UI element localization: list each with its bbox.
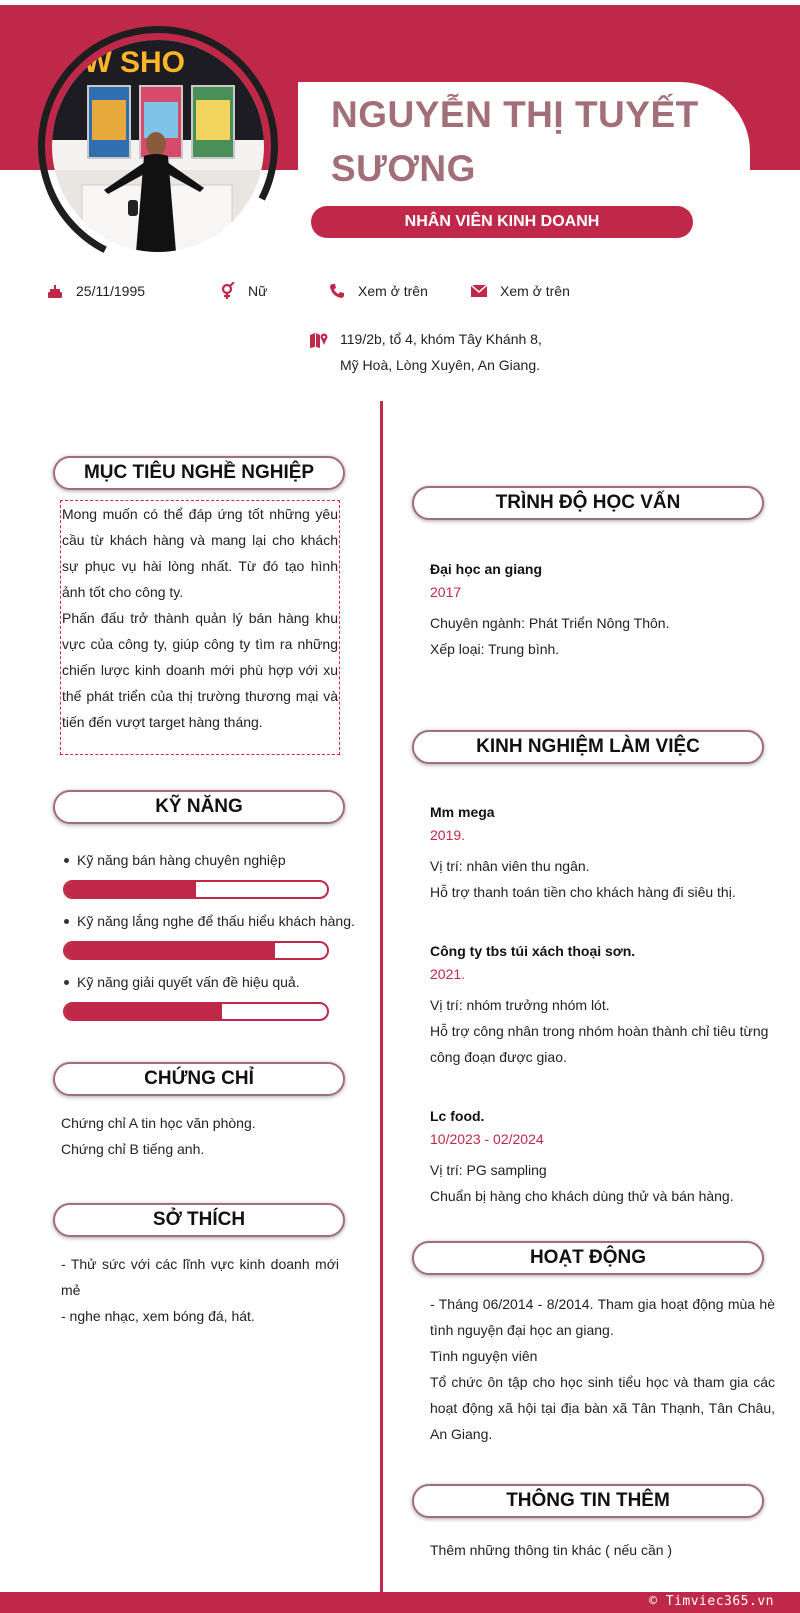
experience-role: Vị trí: nhân viên thu ngân. [430,858,590,874]
contact-email [470,282,570,300]
cake-icon [46,282,64,300]
hobby-item: - nghe nhạc, xem bóng đá, hát. [61,1308,255,1324]
extra-heading: THÔNG TIN THÊM [412,1484,764,1518]
skill-bar [63,941,329,960]
experience-desc: Chuẩn bị hàng cho khách dùng thử và bán hàng. [430,1188,734,1204]
extra-entry [430,1537,775,1563]
contact-phone [328,282,428,300]
activities-heading: HOẠT ĐỘNG [412,1241,764,1275]
experience-entry [430,1105,775,1209]
contact-birthday [46,282,145,300]
skill-item [63,972,363,1021]
activity-line: - Tháng 06/2014 - 8/2014. Tham gia hoạt động mùa hè tình nguyện đại học an giang. [430,1296,775,1338]
objective-heading: MỤC TIÊU NGHỀ NGHIỆP [53,456,345,490]
skill-label: Kỹ năng giải quyết vấn đề hiệu quả. [63,972,363,992]
objective-paragraph-1: Mong muốn có thể đáp ứng tốt những yêu cầu từ khách hàng và mang lại cho khách sự phục vụ hài lòng nhất. Từ đó tạo hình ảnh tốt cho công ty. [62,506,338,600]
experience-desc: Hỗ trợ công nhân trong nhóm hoàn thành chỉ tiêu từng công đoạn được giao. [430,1023,769,1065]
experience-entry [430,940,775,1070]
certificate-item: Chứng chỉ B tiếng anh. [61,1141,205,1157]
skill-bar [63,880,329,899]
activity-desc: Tổ chức ôn tập cho học sinh tiểu học và tham gia các hoạt động xã hội tại địa bàn xã Tân Thạnh, Tân Châu, An Giang. [430,1374,775,1442]
extra-text: Thêm những thông tin khác ( nếu cần ) [430,1542,673,1558]
skill-bar-fill [65,1004,222,1019]
experience-desc: Hỗ trợ thanh toán tiền cho khách hàng đi siêu thị. [430,884,736,900]
experience-role: Vị trí: PG sampling [430,1162,547,1178]
hobbies-list [61,1251,339,1329]
full-name: NGUYỄN THỊ TUYẾT SƯƠNG [331,94,699,189]
phone-value: Xem ở trên [358,283,428,299]
company-name: Công ty tbs túi xách thoại sơn. [430,943,636,959]
address-line-2: Mỹ Hoà, Lòng Xuyên, An Giang. [340,357,541,373]
avatar [52,40,264,252]
education-entry [430,558,775,662]
experience-date: 2021. [430,966,466,982]
education-year: 2017 [430,584,462,600]
certificates-list [61,1110,341,1162]
experience-date: 2019. [430,827,466,843]
footer-watermark: © Timviec365.vn [649,1594,774,1609]
certificate-item: Chứng chỉ A tin học văn phòng. [61,1115,256,1131]
mail-icon [470,282,488,300]
certificates-heading: CHỨNG CHỈ [53,1062,345,1096]
activities-entry [430,1291,775,1447]
skill-bar-fill [65,943,275,958]
birthday-value: 25/11/1995 [76,283,146,299]
education-heading: TRÌNH ĐỘ HỌC VẤN [412,486,764,520]
skill-label: Kỹ năng lắng nghe để thấu hiểu khách hàng. [63,911,363,931]
activity-role: Tình nguyện viên [430,1348,538,1364]
contact-address [310,326,542,378]
experience-role: Vị trí: nhóm trưởng nhóm lót. [430,997,610,1013]
phone-icon [328,282,346,300]
education-rank: Xếp loại: Trung bình. [430,641,560,657]
column-divider [380,401,383,1596]
experience-date: 10/2023 - 02/2024 [430,1131,544,1147]
skill-item [63,850,363,899]
skill-label: Kỹ năng bán hàng chuyên nghiệp [63,850,363,870]
gender-icon [218,282,236,300]
photo-sign-text: OW SHO [60,46,185,79]
job-title-badge: NHÂN VIÊN KINH DOANH [311,206,693,238]
objective-paragraph-2: Phấn đấu trở thành quản lý bán hàng khu vực của công ty, giúp công ty tìm ra những chiến lược kinh doanh mới phù hợp với xu thế phát triển của thị trường thương mại và tiến đến vượt target hàng tháng. [62,610,338,730]
map-icon [310,330,328,348]
objective-box [60,500,340,755]
company-name: Mm mega [430,804,495,820]
school-name: Đại học an giang [430,561,543,577]
gender-value: Nữ [248,283,268,299]
contact-gender [218,282,267,300]
address-line-1: 119/2b, tổ 4, khóm Tây Khánh 8, [340,331,542,347]
hobby-item: - Thử sức với các lĩnh vực kinh doanh mới mẻ [61,1256,339,1298]
experience-entry [430,801,775,905]
avatar-photo [52,40,264,252]
skill-bar-fill [65,882,196,897]
hobbies-heading: SỞ THÍCH [53,1203,345,1237]
education-major: Chuyên ngành: Phát Triển Nông Thôn. [430,615,670,631]
email-value: Xem ở trên [500,283,570,299]
company-name: Lc food. [430,1108,485,1124]
skill-bar [63,1002,329,1021]
experience-heading: KINH NGHIỆM LÀM VIỆC [412,730,764,764]
skill-item [63,911,363,960]
skills-heading: KỸ NĂNG [53,790,345,824]
